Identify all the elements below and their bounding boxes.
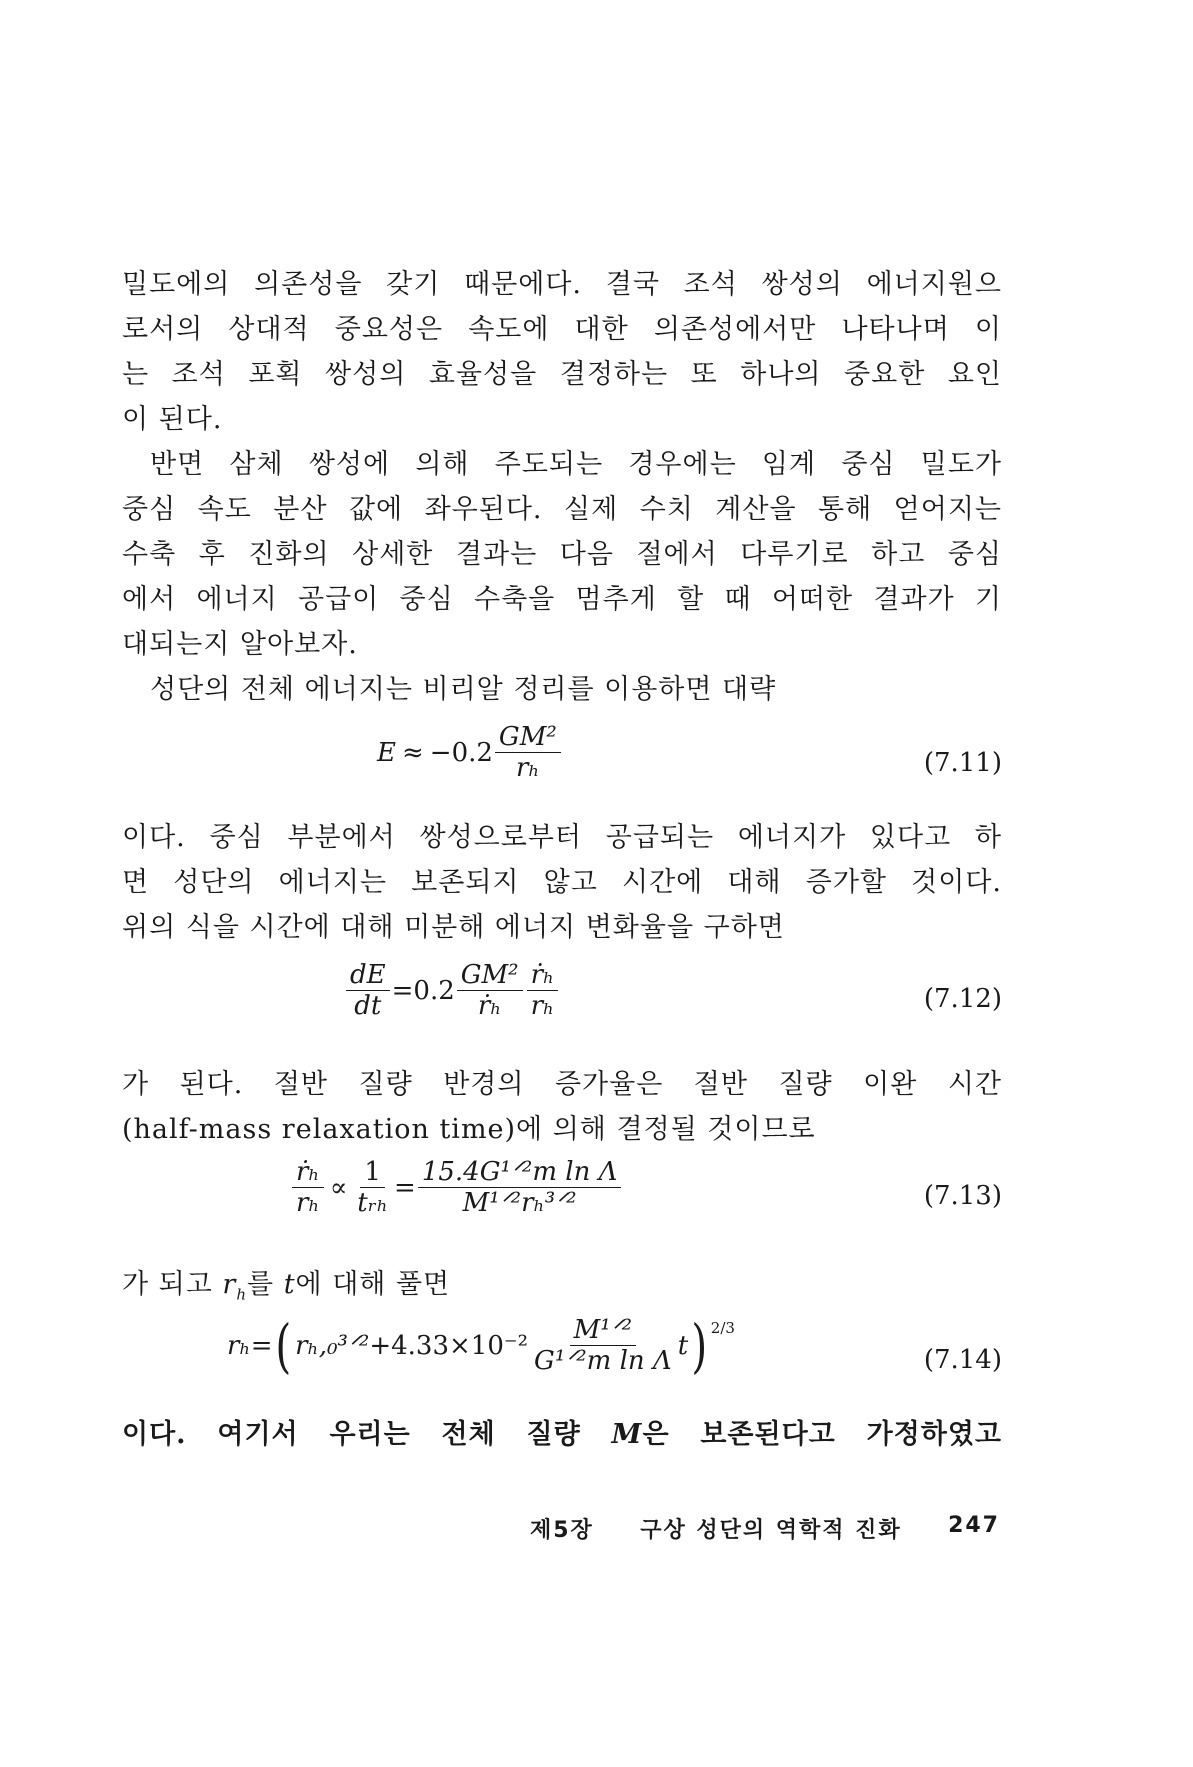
text-line: 는 조석 포획 쌍성의 효율성을 결정하는 또 하나의 중요한 요인 xyxy=(122,359,1002,390)
equation-body xyxy=(377,722,563,783)
frac-denominator: tᵣₕ xyxy=(357,1188,389,1218)
frac-numerator: ṙₕ xyxy=(527,960,559,991)
text-fragment: 에 대해 풀면 xyxy=(295,1269,451,1300)
paragraph-6 xyxy=(122,1262,1002,1317)
frac-numerator: dE xyxy=(346,960,390,991)
text-line: 위의 식을 시간에 대해 미분해 에너지 변화율을 구하면 xyxy=(122,912,785,943)
page-footer xyxy=(530,1513,1000,1544)
eq-fraction xyxy=(292,1157,324,1218)
text-line: 밀도에의 의존성을 갖기 때문에다. 결국 조석 쌍성의 에너지원으 xyxy=(122,269,1002,300)
equation-number: (7.13) xyxy=(923,1181,1002,1211)
frac-numerator: GM² xyxy=(495,722,561,753)
equation-body xyxy=(227,1311,735,1380)
paragraph-3 xyxy=(122,667,1002,712)
eq-operator: = xyxy=(394,1172,416,1203)
text-fragment: 이다. 여기서 우리는 전체 질량 xyxy=(122,1419,612,1450)
eq-lhs: E xyxy=(377,737,396,768)
equation-7-14 xyxy=(122,1311,1002,1395)
text-line: 수축 후 진화의 상세한 결과는 다음 절에서 다루기로 하고 중심 xyxy=(122,539,1002,570)
frac-denominator: rₕ xyxy=(530,991,555,1021)
text-line xyxy=(122,1262,1002,1317)
eq-fraction xyxy=(353,1157,392,1218)
math-subscript: h xyxy=(236,1285,248,1304)
paragraph-5 xyxy=(122,1062,1002,1152)
text-fragment: 를 xyxy=(247,1269,284,1300)
chapter-label: 제5장 xyxy=(530,1518,594,1543)
math-variable: t xyxy=(283,1269,296,1300)
eq-fraction xyxy=(530,1315,676,1376)
frac-numerator: 1 xyxy=(360,1157,385,1188)
math-variable: r xyxy=(222,1269,237,1300)
equation-body xyxy=(290,1157,623,1218)
frac-denominator: ṙₕ xyxy=(477,991,502,1021)
text-line: 가 된다. 절반 질량 반경의 증가율은 절반 질량 이완 시간 xyxy=(122,1069,1002,1100)
text-fragment: 은 보존된다고 가정하였고 xyxy=(642,1419,1003,1450)
eq-fraction xyxy=(495,722,561,783)
frac-denominator: dt xyxy=(354,991,382,1021)
equation-number: (7.14) xyxy=(923,1345,1002,1375)
page-number: 247 xyxy=(948,1513,1000,1538)
paragraph-4 xyxy=(122,815,1002,950)
eq-lhs: rₕ xyxy=(227,1330,251,1361)
eq-exponent: 2/3 xyxy=(710,1319,735,1337)
text-line: 성단의 전체 에너지는 비리알 정리를 이용하면 대략 xyxy=(150,674,777,705)
text-fragment: 가 되고 xyxy=(122,1269,223,1300)
eq-term: rₕ,₀³ᐟ² xyxy=(295,1330,370,1361)
equation-number: (7.11) xyxy=(923,748,1002,778)
equation-7-12 xyxy=(122,960,1002,1040)
math-variable: M xyxy=(611,1419,643,1450)
text-line: 중심 속도 분산 값에 좌우된다. 실제 수치 계산을 통해 얻어지는 xyxy=(122,494,1002,525)
frac-numerator: ṙₕ xyxy=(292,1157,324,1188)
frac-denominator: rₕ xyxy=(515,753,540,783)
right-paren: ) xyxy=(691,1311,708,1380)
chapter-title: 구상 성단의 역학적 진화 xyxy=(640,1518,902,1543)
paragraph-1 xyxy=(122,262,1002,442)
paragraph-7 xyxy=(122,1412,1002,1457)
text-line xyxy=(122,1412,1002,1457)
frac-numerator: 15.4G¹ᐟ²m ln Λ xyxy=(418,1157,622,1188)
eq-coefficient: −0.2 xyxy=(429,737,493,768)
eq-operator: ∝ xyxy=(329,1172,348,1203)
eq-fraction xyxy=(457,960,523,1021)
text-line: 로서의 상대적 중요성은 속도에 대한 의존성에서만 나타나며 이 xyxy=(122,314,1002,345)
equation-7-11 xyxy=(122,722,1002,802)
left-paren: ( xyxy=(275,1311,292,1380)
eq-term: t xyxy=(677,1330,689,1361)
frac-denominator: M¹ᐟ²rₕ³ᐟ² xyxy=(462,1188,577,1218)
paragraph-2 xyxy=(122,442,1002,667)
frac-numerator: M¹ᐟ² xyxy=(570,1315,636,1346)
eq-fraction xyxy=(527,960,559,1021)
frac-denominator: G¹ᐟ²m ln Λ xyxy=(534,1346,672,1376)
text-line: 면 성단의 에너지는 보존되지 않고 시간에 대해 증가할 것이다. xyxy=(122,867,1002,898)
eq-operator: ≈ xyxy=(401,737,424,768)
text-line: 이 된다. xyxy=(122,404,223,435)
text-line: 에서 에너지 공급이 중심 수축을 멈추게 할 때 어떠한 결과가 기 xyxy=(122,584,1002,615)
eq-term: +4.33×10⁻² xyxy=(369,1330,529,1361)
eq-fraction xyxy=(346,960,390,1021)
eq-operator: = xyxy=(250,1330,273,1361)
frac-denominator: rₕ xyxy=(296,1188,320,1218)
text-line: 대되는지 알아보자. xyxy=(122,629,358,660)
eq-fraction xyxy=(418,1157,622,1218)
equation-body xyxy=(344,960,560,1021)
equation-7-13 xyxy=(122,1157,1002,1237)
eq-coefficient: 0.2 xyxy=(413,975,455,1006)
text-line: (half-mass relaxation time)에 의해 결정될 것이므로 xyxy=(122,1114,816,1145)
equation-number: (7.12) xyxy=(923,984,1002,1014)
text-line: 이다. 중심 부분에서 쌍성으로부터 공급되는 에너지가 있다고 하 xyxy=(122,822,1002,853)
frac-numerator: GM² xyxy=(457,960,523,991)
text-line: 반면 삼체 쌍성에 의해 주도되는 경우에는 임계 중심 밀도가 xyxy=(150,449,1002,480)
eq-operator: = xyxy=(391,975,414,1006)
